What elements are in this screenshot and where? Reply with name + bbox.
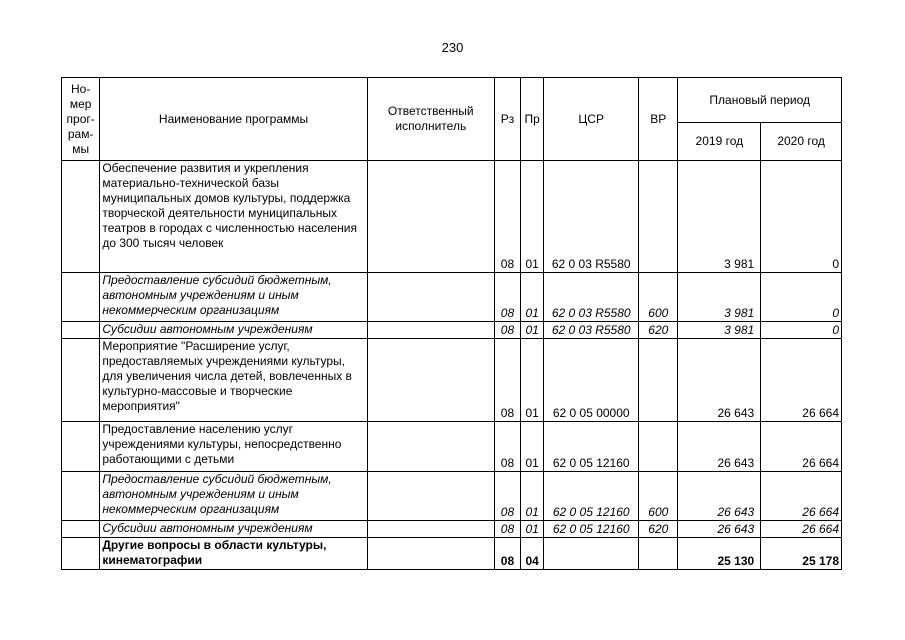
cell-program-number: [62, 422, 100, 472]
cell-program-number: [62, 273, 100, 322]
cell-vr: 600: [639, 472, 678, 521]
cell-amount-2020: 0: [761, 161, 842, 273]
cell-amount-2020: 26 664: [761, 339, 842, 422]
cell-program-name: Обеспечение развития и укрепления материально-технической базы муниципальных домов культуры, поддержка творческой деятельности муниципальных театров в городах с численностью населения до 300 тысяч человек: [100, 161, 367, 273]
cell-executor: [367, 161, 494, 273]
cell-amount-2020: 26 664: [761, 422, 842, 472]
cell-rz: 08: [494, 339, 520, 422]
cell-executor: [367, 422, 494, 472]
cell-program-number: [62, 521, 100, 538]
cell-program-name: Предоставление субсидий бюджетным, автономным учреждениям и иным некоммерческим организациям: [100, 273, 367, 322]
cell-executor: [367, 322, 494, 339]
cell-program-name: Субсидии автономным учреждениям: [100, 521, 367, 538]
table-row: [62, 322, 842, 339]
cell-pr: 01: [521, 273, 544, 322]
cell-amount-2020: 0: [761, 322, 842, 339]
cell-amount-2019: 26 643: [678, 422, 761, 472]
cell-amount-2020: 25 178: [761, 538, 842, 570]
cell-vr: [639, 339, 678, 422]
header-year-2019: 2019 год: [678, 123, 761, 161]
cell-csr: 62 0 05 00000: [544, 339, 639, 422]
cell-csr: 62 0 05 12160: [544, 422, 639, 472]
cell-executor: [367, 273, 494, 322]
table-row: [62, 521, 842, 538]
cell-program-name: Мероприятие "Расширение услуг, предоставляемых учреждениями культуры, для увеличения числа детей, вовлеченных в культурно-массовые и творческие мероприятия": [100, 339, 367, 422]
cell-program-name: Другие вопросы в области культуры, кинематографии: [100, 538, 367, 570]
cell-amount-2019: 26 643: [678, 339, 761, 422]
cell-rz: 08: [494, 322, 520, 339]
cell-pr: 01: [521, 322, 544, 339]
table-body: [62, 161, 842, 570]
header-csr: ЦСР: [544, 78, 639, 161]
cell-pr: 01: [521, 161, 544, 273]
cell-executor: [367, 472, 494, 521]
cell-vr: [639, 538, 678, 570]
cell-amount-2019: 26 643: [678, 472, 761, 521]
cell-vr: 620: [639, 521, 678, 538]
cell-vr: 600: [639, 273, 678, 322]
cell-rz: 08: [494, 521, 520, 538]
cell-executor: [367, 538, 494, 570]
cell-amount-2019: 3 981: [678, 322, 761, 339]
cell-rz: 08: [494, 161, 520, 273]
table-row: [62, 273, 842, 322]
cell-rz: 08: [494, 538, 520, 570]
table-row: [62, 472, 842, 521]
cell-csr: 62 0 03 R5580: [544, 322, 639, 339]
cell-executor: [367, 521, 494, 538]
table-row: [62, 422, 842, 472]
cell-amount-2019: 26 643: [678, 521, 761, 538]
cell-vr: [639, 422, 678, 472]
table-row: [62, 339, 842, 422]
cell-rz: 08: [494, 472, 520, 521]
header-program-number-text: Но- мер прог- рам- мы: [66, 81, 95, 156]
cell-vr: 620: [639, 322, 678, 339]
cell-program-name: Предоставление населению услуг учреждениями культуры, непосредственно работающими с детьми: [100, 422, 367, 472]
table-row: [62, 161, 842, 273]
header-plan-period: Плановый период: [678, 78, 842, 123]
cell-program-number: [62, 161, 100, 273]
cell-program-name: Предоставление субсидий бюджетным, автономным учреждениям и иным некоммерческим организациям: [100, 472, 367, 521]
cell-csr: 62 0 05 12160: [544, 521, 639, 538]
header-pr: Пр: [521, 78, 544, 161]
table-row: [62, 538, 842, 570]
cell-program-number: [62, 339, 100, 422]
cell-vr: [639, 161, 678, 273]
cell-amount-2020: 26 664: [761, 521, 842, 538]
header-vr: ВР: [639, 78, 678, 161]
cell-csr: 62 0 03 R5580: [544, 273, 639, 322]
cell-amount-2019: 3 981: [678, 273, 761, 322]
cell-amount-2019: 3 981: [678, 161, 761, 273]
cell-pr: 01: [521, 472, 544, 521]
header-year-2020: 2020 год: [761, 123, 842, 161]
cell-pr: 01: [521, 422, 544, 472]
cell-pr: 01: [521, 339, 544, 422]
cell-csr: 62 0 05 12160: [544, 472, 639, 521]
header-executor: Ответственный исполнитель: [367, 78, 494, 161]
cell-executor: [367, 339, 494, 422]
cell-pr: 04: [521, 538, 544, 570]
cell-program-number: [62, 322, 100, 339]
cell-program-number: [62, 538, 100, 570]
cell-program-number: [62, 472, 100, 521]
cell-program-name: Субсидии автономным учреждениям: [100, 322, 367, 339]
cell-amount-2020: 26 664: [761, 472, 842, 521]
program-budget-table: [61, 77, 842, 570]
cell-rz: 08: [494, 422, 520, 472]
page-number: 230: [441, 40, 464, 55]
header-program-number: [62, 78, 100, 161]
header-rz: Рз: [494, 78, 520, 161]
cell-rz: 08: [494, 273, 520, 322]
cell-csr: [544, 538, 639, 570]
cell-pr: 01: [521, 521, 544, 538]
cell-csr: 62 0 03 R5580: [544, 161, 639, 273]
cell-amount-2020: 0: [761, 273, 842, 322]
header-program-name: Наименование программы: [100, 78, 367, 161]
cell-amount-2019: 25 130: [678, 538, 761, 570]
